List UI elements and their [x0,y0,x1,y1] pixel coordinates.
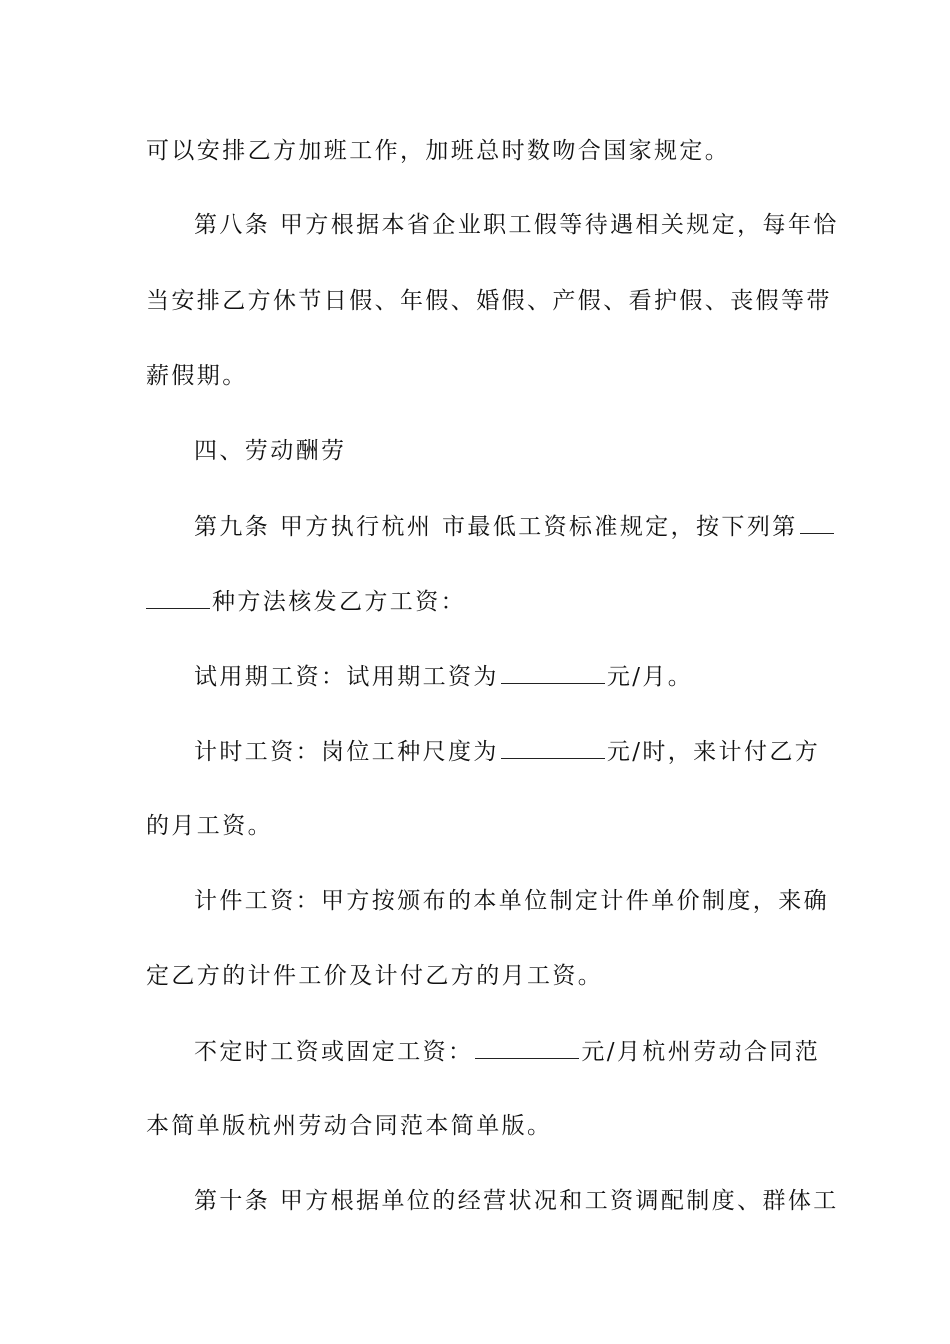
line-text: 当安排乙方休节日假、年假、婚假、产假、看护假、丧假等带 [146,288,832,314]
line-text: 元/月。 [606,664,694,690]
fill-blank [800,511,834,534]
line-text: 本简单版杭州劳动合同范本简单版。 [146,1113,553,1139]
probation-wage-line [194,661,816,692]
fixed-wage-line [194,1036,821,1067]
paragraph-line [146,1111,816,1141]
fill-blank [501,736,605,759]
line-text: 计件工资：甲方按颁布的本单位制定计件单价制度，来确 [194,888,829,914]
line-text: 种方法核发乙方工资： [212,589,466,615]
article-10-line [194,1186,839,1216]
section-heading [194,436,816,466]
line-text: 元/时，来计付乙方 [606,739,821,765]
line-text: 薪假期。 [146,363,248,389]
fill-blank [501,661,605,684]
line-text: 元/月杭州劳动合同范 [581,1039,821,1065]
line-text: 不定时工资或固定工资： [194,1039,474,1065]
article-9-line [194,511,816,542]
paragraph-line [146,811,816,841]
fill-blank [475,1036,579,1059]
line-text: 的月工资。 [146,813,273,839]
line-text: 第九条 甲方执行杭州 市最低工资标准规定，按下列第 [194,514,798,540]
article-8-line [194,210,839,240]
line-text: 第十条 甲方根据单位的经营状况和工资调配制度、群体工 [194,1188,839,1214]
hourly-wage-line [194,736,821,767]
paragraph-line [146,961,816,991]
paragraph-line [146,361,816,391]
line-text: 第八条 甲方根据本省企业职工假等待遇相关规定，每年恰 [194,212,839,238]
paragraph-line [146,586,816,617]
line-text: 试用期工资：试用期工资为 [194,664,499,690]
piece-wage-line [194,886,829,916]
heading-text: 四、劳动酬劳 [194,438,347,464]
line-text: 计时工资：岗位工种尺度为 [194,739,499,765]
fill-blank [146,586,210,609]
paragraph-line [146,286,832,316]
line-text: 定乙方的计件工价及计付乙方的月工资。 [146,963,604,989]
paragraph-line [146,136,816,166]
line-text: 可以安排乙方加班工作，加班总时数吻合国家规定。 [146,138,731,164]
